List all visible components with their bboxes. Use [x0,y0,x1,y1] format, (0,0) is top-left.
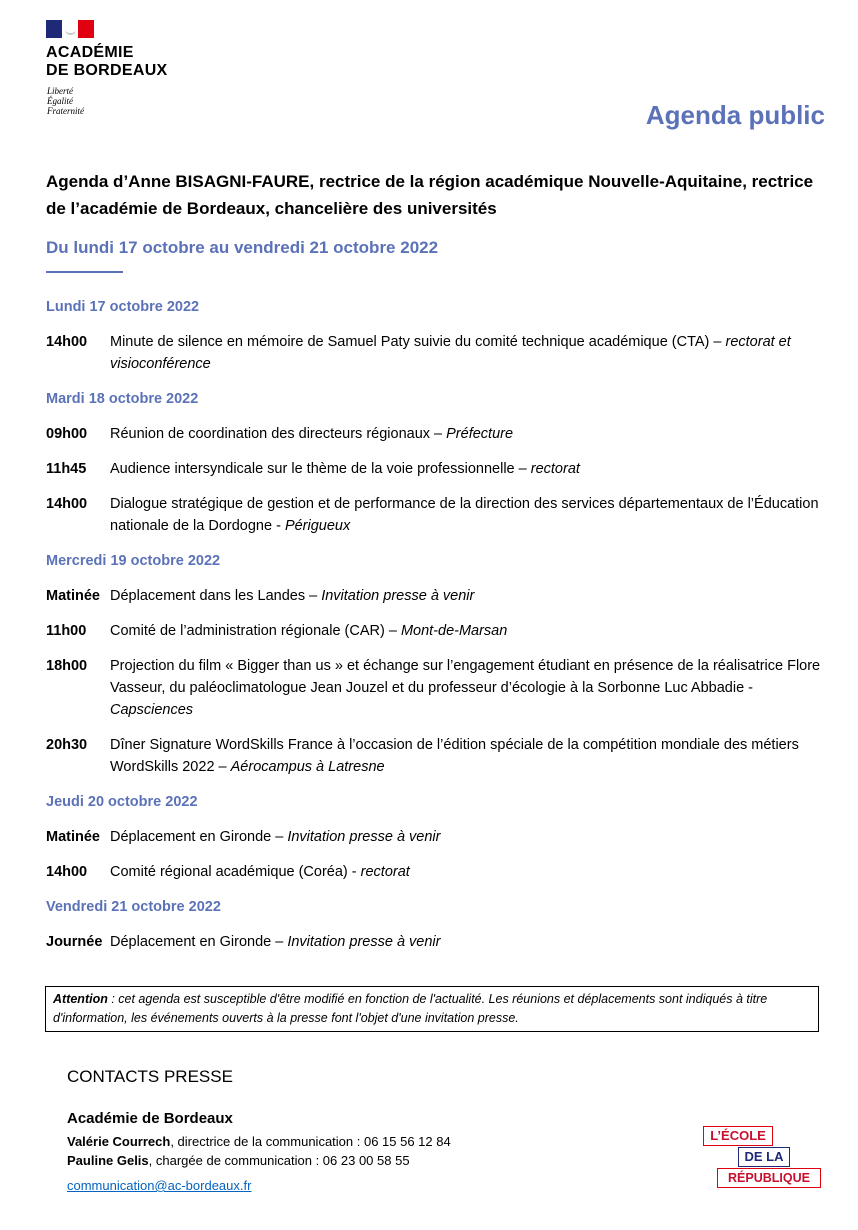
entry-description [110,734,836,778]
entry-text: Dîner Signature WordSkills France à l’occasion de l’édition spéciale de la compétition mondiale des métiers WordSkills 2022 – [110,737,799,775]
entry-text: Dialogue stratégique de gestion et de performance de la direction des services départementaux de l’Éducation nationale de la Dordogne - [110,496,819,534]
contact-email-link[interactable]: communication@ac-bordeaux.fr [67,1178,252,1193]
entry-location: rectorat [530,461,580,477]
entry-description [110,826,836,848]
entry-time: 14h00 [46,334,88,350]
entry-location: Invitation presse à venir [287,829,441,845]
entry-description [110,458,836,480]
contact-person: Valérie Courrech, directrice de la communication : 06 15 56 12 84 [67,1134,451,1149]
republic-motto: Liberté Égalité Fraternité [47,86,84,116]
entry-text: Déplacement dans les Landes – [110,588,322,604]
entry-time: 14h00 [46,864,88,880]
agenda-entry [46,826,836,848]
agenda-period: Du lundi 17 octobre au vendredi 21 octobre 2022 [46,238,439,257]
period-underline [46,271,123,273]
agenda-entry [46,620,836,642]
entry-location: Capsciences [110,702,194,718]
entry-location: rectorat [360,864,410,880]
entry-description [110,585,836,607]
entry-description [110,493,836,537]
entry-location: Mont-de-Marsan [400,623,508,639]
day-heading: Lundi 17 octobre 2022 [46,299,200,315]
contacts-organization: Académie de Bordeaux [67,1110,233,1127]
entry-description [110,331,836,375]
entry-time: 20h30 [46,737,88,753]
agenda-entry [46,458,836,480]
entry-time: 14h00 [46,496,88,512]
agenda-list [46,296,836,966]
entry-location: Invitation presse à venir [287,934,441,950]
agenda-entry [46,331,836,375]
entry-time: 18h00 [46,658,88,674]
entry-time: Matinée [46,588,100,604]
notice-lead: Attention [53,992,108,1006]
entry-description [110,861,836,883]
contact-person: Pauline Gelis, chargée de communication : 06 23 00 58 55 [67,1153,410,1168]
agenda-entry [46,734,836,778]
entry-description [110,931,836,953]
entry-location: Périgueux [284,518,351,534]
notice-text: : cet agenda est susceptible d'être modifié en fonction de l'actualité. Les réunions et déplacements sont indiqués à titre d'information, les événements ouverts à la presse font l'objet d'une invitation presse. [53,992,768,1025]
entry-text: Déplacement en Gironde – [110,934,288,950]
agenda-entry [46,423,836,445]
day-heading: Mercredi 19 octobre 2022 [46,553,221,569]
entry-description [110,620,836,642]
entry-text: Comité de l’administration régionale (CAR) – [110,623,401,639]
day-heading: Mardi 18 octobre 2022 [46,391,199,407]
entry-text: Réunion de coordination des directeurs régionaux – [110,426,447,442]
entry-location: Invitation presse à venir [321,588,475,604]
entry-text: Minute de silence en mémoire de Samuel Paty suivie du comité technique académique (CTA) – [110,334,726,350]
entry-time: 11h00 [46,623,87,639]
agenda-headline: Agenda d’Anne BISAGNI-FAURE, rectrice de la région académique Nouvelle-Aquitaine, rectrice de l’académie de Bordeaux, chancelière des universités [46,172,814,218]
entry-location: Aérocampus à Latresne [230,759,385,775]
day-heading: Jeudi 20 octobre 2022 [46,794,198,810]
entry-description [110,423,836,445]
entry-description [110,655,836,721]
entry-text: Projection du film « Bigger than us » et échange sur l’engagement étudiant en présence de la réalisatrice Flore Vasseur, du paléoclimatologue Jean Jouzel et du professeur d’écologie à la Sorbonne Luc Abbadie - [110,658,821,696]
agenda-entry [46,655,836,721]
entry-location: rectorat et visioconférence [110,334,791,372]
entry-location: Préfecture [446,426,514,442]
notice-box [45,986,819,1032]
entry-text: Comité régional académique (Coréa) - [110,864,361,880]
contacts-title: CONTACTS PRESSE [67,1067,233,1086]
entry-text: Audience intersyndicale sur le thème de la voie professionnelle – [110,461,531,477]
entry-time: 11h45 [46,461,87,477]
agenda-entry [46,493,836,537]
agenda-entry [46,585,836,607]
entry-time: Journée [46,934,103,950]
logo-wordmark: ACADÉMIE DE BORDEAUX [46,44,168,79]
ecole-republique-logo: L’ÉCOLE DE LA RÉPUBLIQUE [703,1126,823,1190]
page-title: Agenda public [645,100,825,130]
entry-time: 09h00 [46,426,88,442]
entry-time: Matinée [46,829,100,845]
day-heading: Vendredi 21 octobre 2022 [46,899,221,915]
agenda-entry [46,861,836,883]
marianne-flag-icon [46,20,94,38]
agenda-entry [46,931,836,953]
entry-text: Déplacement en Gironde – [110,829,288,845]
